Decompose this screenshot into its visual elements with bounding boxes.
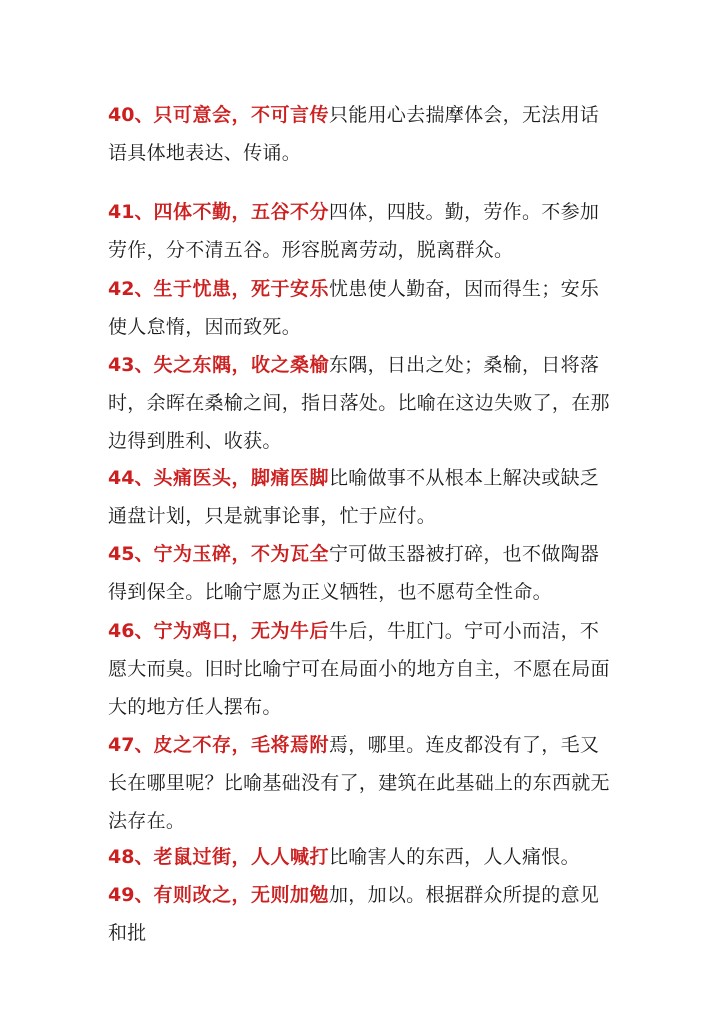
entry-number: 48、 <box>108 846 154 868</box>
entry-number: 41、 <box>108 201 154 223</box>
entry-number: 44、 <box>108 467 154 489</box>
idiom-entry-48 <box>108 838 618 876</box>
idiom-explanation: 比喻害人的东西，人人痛恨。 <box>328 846 580 868</box>
idiom-entry-42 <box>108 270 618 346</box>
idiom-entry-41 <box>108 193 618 269</box>
entry-number: 49、 <box>108 884 154 906</box>
entry-number: 40、 <box>108 104 154 126</box>
idiom-explanation: 宁可做玉器被打碎，也不做陶器得到保全。比喻宁愿为正义牺牲，也不愿苟全性命。 <box>108 543 600 603</box>
idiom-entry-45 <box>108 535 618 611</box>
idiom-phrase: 头痛医头，脚痛医脚 <box>153 467 329 489</box>
idiom-explanation: 焉，哪里。连皮都没有了，毛又长在哪里呢？比喻基础没有了，建筑在此基础上的东西就无法存在。 <box>108 734 610 832</box>
idiom-phrase: 四体不勤，五谷不分 <box>153 201 329 223</box>
idiom-explanation: 牛后，牛肛门。宁可小而洁，不愿大而臭。旧时比喻宁可在局面小的地方自主，不愿在局面大的地方任人摆布。 <box>108 620 610 718</box>
idiom-explanation: 只能用心去揣摩体会，无法用话语具体地表达、传诵。 <box>108 104 600 164</box>
idiom-explanation: 比喻做事不从根本上解决或缺乏通盘计划，只是就事论事，忙于应付。 <box>108 467 600 527</box>
idiom-explanation: 加，加以。根据群众所提的意见和批 <box>108 884 600 944</box>
idiom-phrase: 老鼠过街，人人喊打 <box>153 846 329 868</box>
entry-number: 45、 <box>108 543 154 565</box>
entry-number: 46、 <box>108 620 154 642</box>
idiom-explanation: 东隅，日出之处；桑榆，日将落时，余晖在桑榆之间，指日落处。比喻在这边失败了，在那边得到胜利、收获。 <box>108 354 610 452</box>
idiom-entry-44 <box>108 459 618 535</box>
idiom-entry-43 <box>108 346 618 460</box>
entry-number: 47、 <box>108 734 154 756</box>
idiom-phrase: 宁为玉碎，不为瓦全 <box>153 543 329 565</box>
entry-number: 43、 <box>108 354 154 376</box>
idiom-phrase: 只可意会，不可言传 <box>153 104 329 126</box>
idiom-entry-40 <box>108 96 618 172</box>
idiom-explanation: 四体，四肢。勤，劳作。不参加劳作，分不清五谷。形容脱离劳动，脱离群众。 <box>108 201 600 261</box>
idiom-phrase: 生于忧患，死于安乐 <box>153 278 329 300</box>
entry-number: 42、 <box>108 278 154 300</box>
idiom-entry-46 <box>108 612 618 726</box>
idiom-phrase: 皮之不存，毛将焉附 <box>153 734 329 756</box>
idiom-phrase: 失之东隅，收之桑榆 <box>153 354 329 376</box>
idiom-entry-49 <box>108 876 618 952</box>
idiom-phrase: 宁为鸡口，无为牛后 <box>153 620 329 642</box>
idiom-phrase: 有则改之，无则加勉 <box>153 884 329 906</box>
idiom-explanation: 忧患使人勤奋，因而得生；安乐使人怠惰，因而致死。 <box>108 278 600 338</box>
idiom-entry-47 <box>108 726 618 840</box>
